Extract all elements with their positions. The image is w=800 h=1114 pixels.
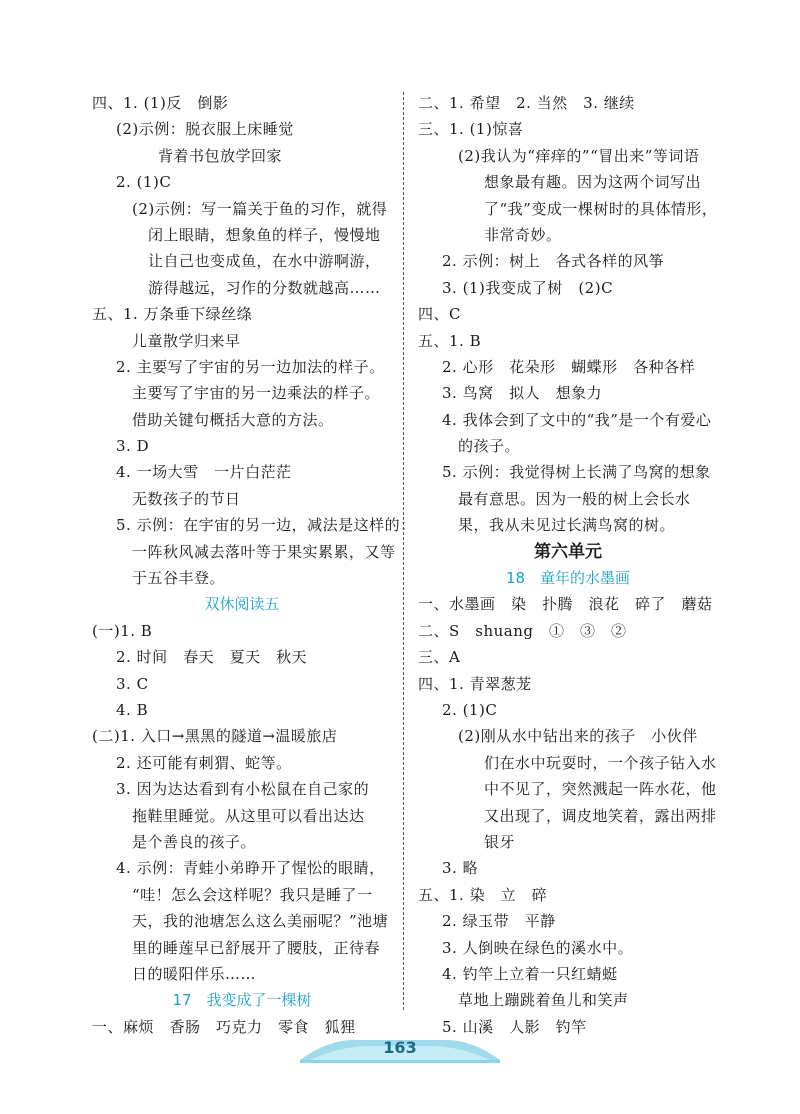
- answer-line: 日的暖阳伴乐……: [132, 964, 257, 983]
- answer-line: 五、1. B: [418, 331, 482, 350]
- answer-line: 银牙: [484, 832, 516, 851]
- answer-line: 5. 示例：我觉得树上长满了鸟窝的想象: [442, 463, 711, 482]
- answer-line: 于五谷丰登。: [132, 569, 226, 588]
- answer-line: 里的睡莲早已舒展开了腰肢，正待春: [132, 938, 381, 957]
- answer-line: (2)刚从水中钻出来的孩子 小伙伴: [458, 727, 698, 746]
- answer-line: 想象最有趣。因为这两个词写出: [484, 173, 702, 192]
- answer-line: 又出现了，调皮地笑着，露出两排: [484, 806, 717, 825]
- answer-line: (2)示例：脱衣服上床睡觉: [116, 120, 294, 139]
- answer-line: 3. D: [116, 437, 150, 456]
- answer-line: 果，我从未见过长满鸟窝的树。: [458, 516, 676, 535]
- right-column: [418, 90, 718, 1040]
- answer-line: 们在水中玩耍时，一个孩子钻入水: [484, 753, 717, 772]
- answer-line: “哇！怎么会这样呢？我只是睡了一: [132, 885, 373, 904]
- answer-line: 背着书包放学回家: [158, 146, 283, 165]
- answer-line: 让自己也变成鱼，在水中游啊游，: [148, 252, 381, 271]
- answer-line: 四、1. (1)反 倒影: [92, 94, 229, 112]
- answer-line: 三、A: [418, 648, 461, 667]
- answer-line: 4. 一场大雪 一片白茫茫: [116, 463, 292, 482]
- unit-title: 第六单元: [534, 541, 602, 562]
- answer-line: 5. 示例：在宇宙的另一边，减法是这样的：: [116, 516, 416, 535]
- answer-line: 二、1. 希望 2. 当然 3. 继续: [418, 94, 635, 112]
- left-column: [92, 90, 416, 1040]
- answer-line: 主要写了宇宙的另一边乘法的样子。: [132, 384, 381, 403]
- answer-line: 天，我的池塘怎么这么美丽呢？”池塘: [132, 912, 389, 931]
- answer-line: 2. 示例：树上 各式各样的风筝: [442, 252, 665, 271]
- answer-line: 五、1. 万条垂下绿丝绦: [92, 305, 253, 324]
- column-divider: [403, 92, 404, 1010]
- answer-line: 四、C: [418, 305, 461, 324]
- answer-line: 3. 略: [442, 859, 479, 878]
- answer-line: 借助关键句概括大意的方法。: [132, 410, 334, 429]
- answer-line: 2. (1)C: [116, 173, 172, 192]
- answer-line: 3. 因为达达看到有小松鼠在自己家的: [116, 780, 370, 799]
- answer-line: 3. (1)我变成了树 (2)C: [442, 278, 614, 297]
- answer-line: 了“我”变成一棵树时的具体情形，: [484, 199, 718, 218]
- answer-line: 2. 心形 花朵形 蝴蝶形 各种各样: [442, 357, 696, 376]
- answer-line: 游得越远，习作的分数就越高……: [148, 278, 381, 297]
- answer-line: 4. 钓竿上立着一只红蜻蜓: [442, 964, 618, 983]
- answer-line: 4. B: [116, 700, 149, 719]
- answer-line: 3. 人倒映在绿色的溪水中。: [442, 938, 634, 957]
- page-number: 163: [383, 1038, 417, 1057]
- answer-line: 最有意思。因为一般的树上会长水: [458, 489, 691, 508]
- answer-line: 是个善良的孩子。: [132, 832, 257, 851]
- answer-line: 中不见了，突然溅起一阵水花，他: [484, 780, 717, 799]
- answer-line: 3. C: [116, 674, 149, 693]
- answer-line: 草地上蹦跳着鱼儿和笑声: [458, 991, 629, 1010]
- answer-line: 无数孩子的节日: [132, 489, 241, 508]
- answer-line: 5. 山溪 人影 钓竿: [442, 1017, 587, 1036]
- answer-line: (2)我认为“痒痒的”“冒出来”等词语: [458, 146, 700, 165]
- page-footer: [0, 1030, 800, 1070]
- answer-line: (二)1. 入口→黑黑的隧道→温暖旅店: [92, 727, 338, 746]
- answer-line: 3. 鸟窝 拟人 想象力: [442, 384, 603, 403]
- answer-line: 五、1. 染 立 碎: [418, 885, 548, 904]
- answer-line: 2. (1)C: [442, 700, 498, 719]
- answer-line: 4. 示例：青蛙小弟睁开了惺忪的眼睛，: [116, 859, 385, 878]
- answer-line: 2. 还可能有刺猬、蛇等。: [116, 753, 292, 772]
- answer-line: 2. 时间 春天 夏天 秋天: [116, 648, 308, 667]
- section-heading: 双休阅读五: [204, 595, 280, 614]
- section-heading: 17 我变成了一棵树: [172, 991, 312, 1010]
- answer-line: 三、1. (1)惊喜: [418, 120, 524, 139]
- answer-line: 儿童散学归来早: [132, 331, 241, 350]
- answer-line: 非常奇妙。: [484, 225, 562, 244]
- answer-line: 拖鞋里睡觉。从这里可以看出达达: [132, 806, 365, 825]
- answer-line: 一、水墨画 染 扑腾 浪花 碎了 蘑菇: [418, 595, 713, 614]
- answer-line: 2. 绿玉带 平静: [442, 912, 556, 931]
- answer-line: 闭上眼睛，想象鱼的样子，慢慢地: [148, 225, 381, 244]
- answer-line: (2)示例：写一篇关于鱼的习作，就得: [132, 199, 388, 218]
- answer-line: 四、1. 青翠葱茏: [418, 674, 532, 693]
- answer-line: 一阵秋风减去落叶等于果实累累，又等: [132, 542, 396, 561]
- answer-line: 一、麻烦 香肠 巧克力 零食 狐狸: [92, 1017, 356, 1036]
- answer-line: 二、S shuang ① ③ ②: [418, 621, 627, 640]
- answer-line: 4. 我体会到了文中的“我”是一个有爱心: [442, 410, 712, 429]
- section-heading: 18 童年的水墨画: [505, 569, 631, 588]
- answer-line: 的孩子。: [458, 437, 521, 456]
- answer-line: 2. 主要写了宇宙的另一边加法的样子。: [116, 357, 385, 376]
- answer-line: (一)1. B: [92, 621, 153, 640]
